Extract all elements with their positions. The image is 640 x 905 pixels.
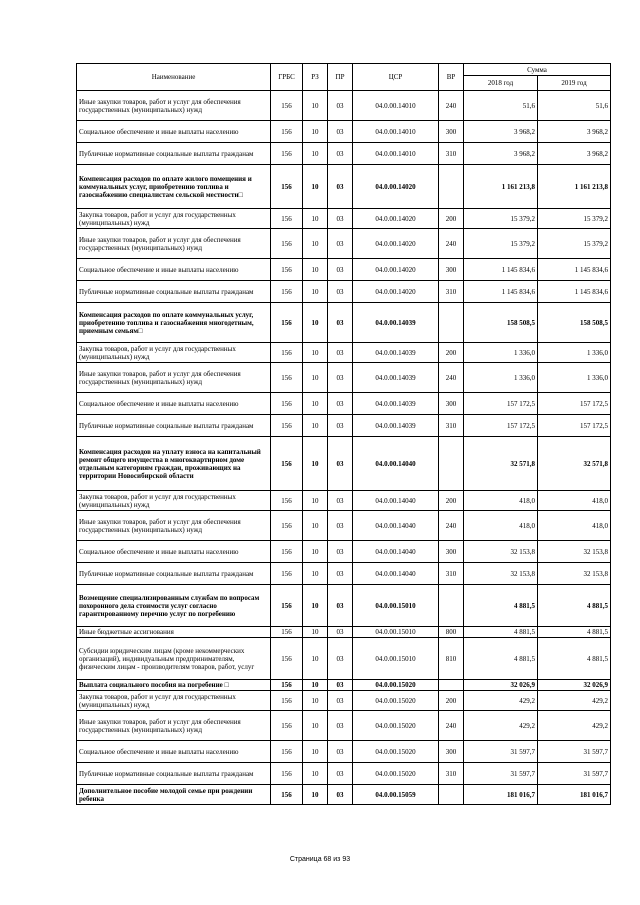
row-grbs-cell: 156 [271,281,303,303]
row-grbs-cell: 156 [271,585,303,627]
table-row [77,741,611,763]
row-name-cell: Компенсация расходов по оплате жилого помещения и коммунальных услуг, приобретению топлива и газоснабжению специалистам сельской местности□ [77,165,271,209]
row-vr-cell [439,165,464,209]
row-name-cell: Социальное обеспечение и иные выплаты населению [77,121,271,143]
row-2018-cell: 418,0 [464,511,538,541]
row-vr-cell: 240 [439,711,464,741]
table-row [77,541,611,563]
table-row [77,121,611,143]
row-name-cell: Возмещение специализированным службам по вопросам похоронного дела стоимости услуг согласно гарантированному перечню услуг по погребению [77,585,271,627]
row-rz-cell: 10 [303,281,328,303]
table-row [77,259,611,281]
row-2019-cell: 1 145 834,6 [538,259,611,281]
row-grbs-cell: 156 [271,763,303,785]
row-grbs-cell: 156 [271,209,303,229]
row-vr-cell: 810 [439,638,464,680]
row-vr-cell: 200 [439,491,464,511]
row-name-cell: Социальное обеспечение и иные выплаты населению [77,741,271,763]
row-csr-cell: 04.0.00.14039 [353,303,439,343]
row-rz-cell: 10 [303,638,328,680]
table-row [77,680,611,691]
row-rz-cell: 10 [303,491,328,511]
table-row [77,363,611,393]
row-rz-cell: 10 [303,91,328,121]
table-row [77,711,611,741]
row-name-cell: Иные закупки товаров, работ и услуг для обеспечения государственных (муниципальных) нужд [77,711,271,741]
row-name-cell: Публичные нормативные социальные выплаты гражданам [77,143,271,165]
row-grbs-cell: 156 [271,680,303,691]
row-2019-cell: 32 153,8 [538,563,611,585]
row-csr-cell: 04.0.00.14010 [353,91,439,121]
row-pr-cell: 03 [328,691,353,711]
row-vr-cell [439,437,464,491]
row-2018-cell: 157 172,5 [464,415,538,437]
row-pr-cell: 03 [328,563,353,585]
row-pr-cell: 03 [328,343,353,363]
row-2019-cell: 418,0 [538,491,611,511]
row-2018-cell: 1 145 834,6 [464,259,538,281]
row-2019-cell: 51,6 [538,91,611,121]
row-grbs-cell: 156 [271,711,303,741]
row-csr-cell: 04.0.00.15010 [353,585,439,627]
row-rz-cell: 10 [303,541,328,563]
table-row [77,143,611,165]
row-csr-cell: 04.0.00.14010 [353,121,439,143]
row-2018-cell: 1 145 834,6 [464,281,538,303]
row-name-cell: Публичные нормативные социальные выплаты гражданам [77,763,271,785]
row-2019-cell: 1 161 213,8 [538,165,611,209]
table-row [77,415,611,437]
row-rz-cell: 10 [303,741,328,763]
row-grbs-cell: 156 [271,343,303,363]
row-pr-cell: 03 [328,627,353,638]
row-vr-cell [439,303,464,343]
row-rz-cell: 10 [303,585,328,627]
row-vr-cell: 200 [439,343,464,363]
row-name-cell: Иные закупки товаров, работ и услуг для обеспечения государственных (муниципальных) нужд [77,229,271,259]
row-2019-cell: 1 336,0 [538,363,611,393]
row-2019-cell: 32 571,8 [538,437,611,491]
row-rz-cell: 10 [303,511,328,541]
page-footer: Страница 68 из 93 [289,856,351,863]
row-2018-cell: 32 153,8 [464,541,538,563]
row-vr-cell: 300 [439,393,464,415]
row-pr-cell: 03 [328,259,353,281]
row-pr-cell: 03 [328,393,353,415]
row-2018-cell: 15 379,2 [464,209,538,229]
row-grbs-cell: 156 [271,437,303,491]
row-vr-cell: 240 [439,229,464,259]
budget-table [76,63,611,805]
row-csr-cell: 04.0.00.14020 [353,209,439,229]
row-grbs-cell: 156 [271,165,303,209]
row-2019-cell: 15 379,2 [538,209,611,229]
row-pr-cell: 03 [328,363,353,393]
row-2019-cell: 4 881,5 [538,627,611,638]
row-name-cell: Публичные нормативные социальные выплаты гражданам [77,563,271,585]
row-vr-cell: 310 [439,763,464,785]
row-csr-cell: 04.0.00.14039 [353,343,439,363]
row-rz-cell: 10 [303,143,328,165]
row-pr-cell: 03 [328,437,353,491]
row-csr-cell: 04.0.00.14020 [353,229,439,259]
row-name-cell: Социальное обеспечение и иные выплаты населению [77,259,271,281]
row-2018-cell: 429,2 [464,711,538,741]
row-csr-cell: 04.0.00.14039 [353,363,439,393]
row-vr-cell: 300 [439,541,464,563]
row-2019-cell: 3 968,2 [538,121,611,143]
row-name-cell: Закупка товаров, работ и услуг для государственных (муниципальных) нужд [77,209,271,229]
header-year-2018: 2018 год [464,76,538,91]
row-grbs-cell: 156 [271,91,303,121]
row-grbs-cell: 156 [271,491,303,511]
row-pr-cell: 03 [328,209,353,229]
row-grbs-cell: 156 [271,541,303,563]
header-sum: Сумма [464,64,611,76]
row-pr-cell: 03 [328,229,353,259]
budget-table-page [76,63,610,805]
row-csr-cell: 04.0.00.14020 [353,281,439,303]
row-vr-cell: 310 [439,415,464,437]
header-vr: ВР [439,64,464,91]
row-pr-cell: 03 [328,143,353,165]
row-vr-cell: 240 [439,511,464,541]
table-row [77,785,611,805]
row-2018-cell: 4 881,5 [464,585,538,627]
table-row [77,91,611,121]
row-2019-cell: 158 508,5 [538,303,611,343]
row-csr-cell: 04.0.00.14040 [353,541,439,563]
row-csr-cell: 04.0.00.14040 [353,437,439,491]
row-name-cell: Публичные нормативные социальные выплаты гражданам [77,281,271,303]
row-rz-cell: 10 [303,165,328,209]
table-row [77,763,611,785]
row-pr-cell: 03 [328,511,353,541]
row-pr-cell: 03 [328,303,353,343]
row-vr-cell: 200 [439,691,464,711]
row-2018-cell: 157 172,5 [464,393,538,415]
row-vr-cell: 800 [439,627,464,638]
row-pr-cell: 03 [328,785,353,805]
row-name-cell: Компенсация расходов на уплату взноса на капитальный ремонт общего имущества в многоквартирном доме отдельным категориям граждан, проживающих на территории Новосибирской области [77,437,271,491]
table-body [77,91,611,805]
row-vr-cell [439,785,464,805]
row-grbs-cell: 156 [271,229,303,259]
row-rz-cell: 10 [303,363,328,393]
header-pr: ПР [328,64,353,91]
row-rz-cell: 10 [303,437,328,491]
row-grbs-cell: 156 [271,563,303,585]
row-2018-cell: 32 026,9 [464,680,538,691]
row-name-cell: Иные бюджетные ассигнования [77,627,271,638]
row-grbs-cell: 156 [271,363,303,393]
header-year-2019: 2019 год [538,76,611,91]
row-2019-cell: 32 153,8 [538,541,611,563]
row-name-cell: Закупка товаров, работ и услуг для государственных (муниципальных) нужд [77,691,271,711]
row-grbs-cell: 156 [271,785,303,805]
row-2018-cell: 1 336,0 [464,363,538,393]
row-vr-cell: 300 [439,121,464,143]
row-csr-cell: 04.0.00.15020 [353,680,439,691]
row-vr-cell: 310 [439,281,464,303]
row-2019-cell: 418,0 [538,511,611,541]
row-2019-cell: 3 968,2 [538,143,611,165]
row-csr-cell: 04.0.00.14010 [353,143,439,165]
row-name-cell: Выплата социального пособия на погребение □ [77,680,271,691]
row-2018-cell: 181 016,7 [464,785,538,805]
row-name-cell: Публичные нормативные социальные выплаты гражданам [77,415,271,437]
row-2018-cell: 3 968,2 [464,121,538,143]
table-row [77,281,611,303]
table-row [77,585,611,627]
row-2019-cell: 31 597,7 [538,741,611,763]
row-grbs-cell: 156 [271,303,303,343]
table-row [77,491,611,511]
row-rz-cell: 10 [303,711,328,741]
row-pr-cell: 03 [328,121,353,143]
table-row [77,229,611,259]
row-name-cell: Иные закупки товаров, работ и услуг для обеспечения государственных (муниципальных) нужд [77,511,271,541]
row-2018-cell: 32 153,8 [464,563,538,585]
table-row [77,437,611,491]
row-2018-cell: 32 571,8 [464,437,538,491]
row-vr-cell: 300 [439,259,464,281]
row-2018-cell: 4 881,5 [464,638,538,680]
row-vr-cell: 310 [439,143,464,165]
row-2018-cell: 15 379,2 [464,229,538,259]
row-2019-cell: 32 026,9 [538,680,611,691]
row-vr-cell [439,680,464,691]
row-2019-cell: 157 172,5 [538,393,611,415]
row-rz-cell: 10 [303,303,328,343]
row-2019-cell: 1 336,0 [538,343,611,363]
row-2019-cell: 15 379,2 [538,229,611,259]
row-csr-cell: 04.0.00.15059 [353,785,439,805]
row-pr-cell: 03 [328,585,353,627]
row-rz-cell: 10 [303,680,328,691]
row-2018-cell: 158 508,5 [464,303,538,343]
row-grbs-cell: 156 [271,393,303,415]
row-csr-cell: 04.0.00.14040 [353,511,439,541]
row-pr-cell: 03 [328,763,353,785]
row-csr-cell: 04.0.00.15020 [353,691,439,711]
row-rz-cell: 10 [303,563,328,585]
row-2018-cell: 31 597,7 [464,741,538,763]
row-grbs-cell: 156 [271,741,303,763]
row-vr-cell: 300 [439,741,464,763]
row-pr-cell: 03 [328,680,353,691]
row-rz-cell: 10 [303,209,328,229]
row-rz-cell: 10 [303,343,328,363]
row-pr-cell: 03 [328,711,353,741]
row-rz-cell: 10 [303,393,328,415]
table-row [77,691,611,711]
row-vr-cell: 240 [439,91,464,121]
row-pr-cell: 03 [328,415,353,437]
row-vr-cell [439,585,464,627]
row-csr-cell: 04.0.00.14020 [353,165,439,209]
row-rz-cell: 10 [303,763,328,785]
row-rz-cell: 10 [303,785,328,805]
row-pr-cell: 03 [328,281,353,303]
row-grbs-cell: 156 [271,259,303,281]
row-vr-cell: 310 [439,563,464,585]
row-csr-cell: 04.0.00.15020 [353,741,439,763]
row-pr-cell: 03 [328,541,353,563]
row-rz-cell: 10 [303,229,328,259]
row-name-cell: Дополнительное пособие молодой семье при рождении ребенка [77,785,271,805]
header-name: Наименование [77,64,271,91]
row-csr-cell: 04.0.00.14020 [353,259,439,281]
table-row [77,209,611,229]
header-grbs: ГРБС [271,64,303,91]
row-grbs-cell: 156 [271,627,303,638]
row-name-cell: Субсидии юридическим лицам (кроме некоммерческих организаций), индивидуальным предпринимателям, физическим лицам - производителям товаров, работ, услуг [77,638,271,680]
row-2018-cell: 3 968,2 [464,143,538,165]
row-2018-cell: 1 336,0 [464,343,538,363]
row-2018-cell: 4 881,5 [464,627,538,638]
row-name-cell: Иные закупки товаров, работ и услуг для обеспечения государственных (муниципальных) нужд [77,91,271,121]
row-grbs-cell: 156 [271,691,303,711]
table-row [77,511,611,541]
row-name-cell: Иные закупки товаров, работ и услуг для обеспечения государственных (муниципальных) нужд [77,363,271,393]
row-name-cell: Компенсация расходов по оплате коммунальных услуг, приобретению топлива и газоснабжения многодетным, приемным семьям□ [77,303,271,343]
row-name-cell: Закупка товаров, работ и услуг для государственных (муниципальных) нужд [77,343,271,363]
row-pr-cell: 03 [328,165,353,209]
row-rz-cell: 10 [303,627,328,638]
row-2018-cell: 418,0 [464,491,538,511]
row-grbs-cell: 156 [271,511,303,541]
table-row [77,627,611,638]
row-rz-cell: 10 [303,415,328,437]
table-row [77,165,611,209]
row-name-cell: Закупка товаров, работ и услуг для государственных (муниципальных) нужд [77,491,271,511]
table-row [77,343,611,363]
table-row [77,563,611,585]
row-vr-cell: 200 [439,209,464,229]
row-name-cell: Социальное обеспечение и иные выплаты населению [77,393,271,415]
row-grbs-cell: 156 [271,121,303,143]
row-2019-cell: 181 016,7 [538,785,611,805]
row-csr-cell: 04.0.00.14039 [353,415,439,437]
row-2019-cell: 31 597,7 [538,763,611,785]
row-csr-cell: 04.0.00.15010 [353,627,439,638]
row-2018-cell: 51,6 [464,91,538,121]
row-rz-cell: 10 [303,691,328,711]
row-2018-cell: 1 161 213,8 [464,165,538,209]
row-2019-cell: 4 881,5 [538,638,611,680]
table-row [77,393,611,415]
row-2019-cell: 4 881,5 [538,585,611,627]
table-row [77,303,611,343]
table-header [77,64,611,91]
header-csr: ЦСР [353,64,439,91]
row-csr-cell: 04.0.00.14039 [353,393,439,415]
row-vr-cell: 240 [439,363,464,393]
row-2019-cell: 157 172,5 [538,415,611,437]
row-csr-cell: 04.0.00.15010 [353,638,439,680]
row-csr-cell: 04.0.00.14040 [353,491,439,511]
row-pr-cell: 03 [328,491,353,511]
row-rz-cell: 10 [303,121,328,143]
row-pr-cell: 03 [328,91,353,121]
row-2019-cell: 429,2 [538,691,611,711]
row-csr-cell: 04.0.00.14040 [353,563,439,585]
row-2018-cell: 429,2 [464,691,538,711]
row-2019-cell: 1 145 834,6 [538,281,611,303]
row-grbs-cell: 156 [271,415,303,437]
row-name-cell: Социальное обеспечение и иные выплаты населению [77,541,271,563]
row-grbs-cell: 156 [271,143,303,165]
row-pr-cell: 03 [328,638,353,680]
row-rz-cell: 10 [303,259,328,281]
row-2018-cell: 31 597,7 [464,763,538,785]
row-2019-cell: 429,2 [538,711,611,741]
row-csr-cell: 04.0.00.15020 [353,711,439,741]
row-csr-cell: 04.0.00.15020 [353,763,439,785]
header-rz: РЗ [303,64,328,91]
table-row [77,638,611,680]
row-grbs-cell: 156 [271,638,303,680]
row-pr-cell: 03 [328,741,353,763]
